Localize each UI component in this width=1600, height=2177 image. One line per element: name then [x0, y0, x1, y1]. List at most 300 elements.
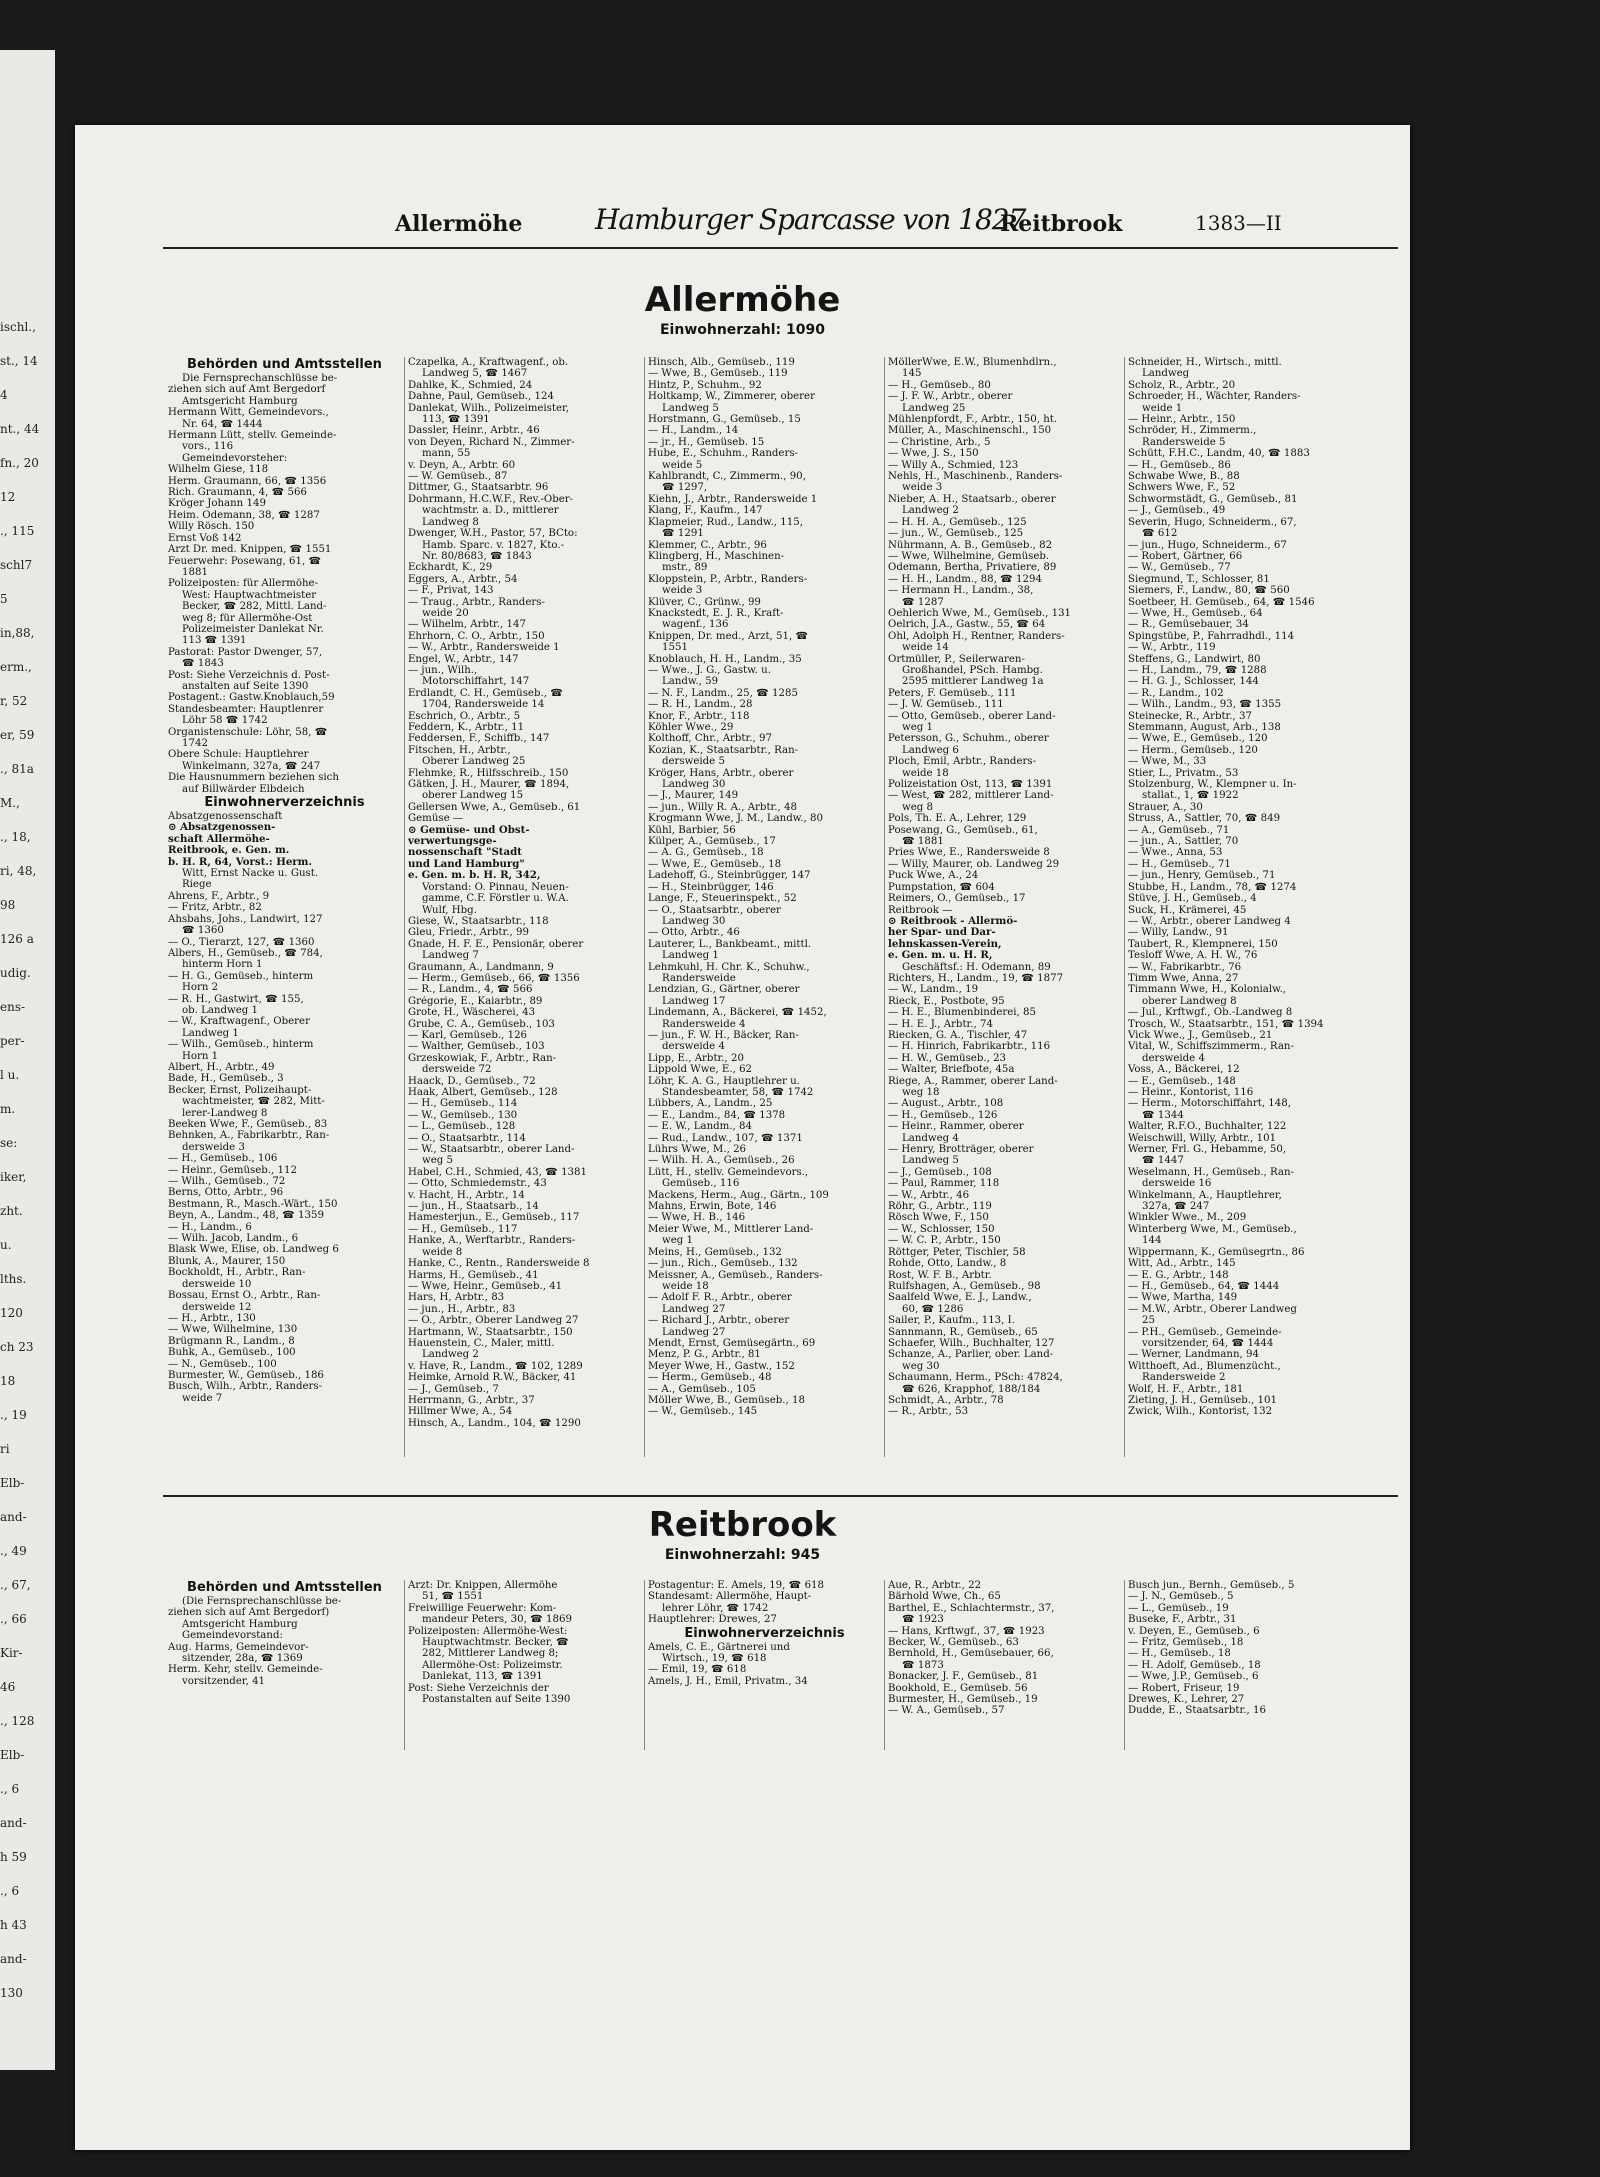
directory-entry-line: Landweg 2: [422, 1349, 479, 1361]
directory-entry-line: — Wwe, Martha, 149: [1128, 1292, 1238, 1304]
directory-entry-line: Severin, Hugo, Schneiderm., 67,: [1128, 516, 1297, 528]
directory-entry-line: Holtkamp, W., Zimmerer, oberer: [648, 391, 815, 403]
directory-entry-line: — A. G., Gemüseb., 18: [648, 847, 764, 859]
directory-entry-line: Steinecke, R., Arbtr., 37: [1128, 710, 1252, 722]
directory-entry-line: — H. H., Landm., 88, ☎ 1294: [888, 573, 1042, 585]
directory-entry-line: Scholz, R., Arbtr., 20: [1128, 379, 1236, 391]
directory-entry-line: — Christine, Arb., 5: [888, 436, 991, 448]
directory-entry-line: dersweide 12: [182, 1301, 252, 1313]
directory-entry-line: Knippen, Dr. med., Arzt, 51, ☎: [648, 630, 809, 642]
directory-entry-line: — J., Maurer, 149: [648, 790, 739, 802]
directory-entry-line: ziehen sich auf Amt Bergedorf): [168, 1607, 330, 1619]
directory-entry-line: Trosch, W., Staatsarbtr., 151, ☎ 1394: [1128, 1018, 1324, 1030]
directory-entry-line: ☎ 1360: [182, 925, 224, 937]
directory-entry-line: Landweg 17: [662, 995, 726, 1007]
left-page-fragment: iker,: [0, 1170, 27, 1184]
directory-entry-line: weg 8: [902, 801, 933, 813]
directory-entry-line: Bookhold, E., Gemüseb. 56: [888, 1682, 1028, 1694]
directory-entry-line: — P.H., Gemüseb., Gemeinde-: [1128, 1326, 1282, 1338]
directory-entry-line: ☎ 1447: [1142, 1155, 1184, 1167]
directory-entry-line: Landweg 5: [662, 402, 719, 414]
directory-entry-line: Mackens, Herm., Aug., Gärtn., 109: [648, 1189, 829, 1201]
directory-entry-line: — Herm., Gemüseb., 120: [1128, 744, 1258, 756]
directory-entry-line: dersweide 72: [422, 1064, 492, 1076]
directory-entry-line: Lehmkuhl, H. Chr. K., Schuhw.,: [648, 961, 810, 973]
directory-entry-line: — Richard J., Arbtr., oberer: [648, 1315, 790, 1327]
directory-entry-line: — W., Fabrikarbtr., 76: [1128, 961, 1242, 973]
directory-entry-line: Kiehn, J., Arbtr., Randersweide 1: [648, 493, 818, 505]
directory-entry-line: Pols, Th. E. A., Lehrer, 129: [888, 813, 1027, 825]
directory-entry-line: Peters, F. Gemüseb., 111: [888, 687, 1017, 699]
left-page-fragment: ri: [0, 1442, 10, 1456]
directory-entry-line: Albert, H., Arbtr., 49: [168, 1061, 275, 1073]
directory-entry-line: Posewang, G., Gemüseb., 61,: [888, 824, 1038, 836]
directory-entry-line: — Wwe., Anna, 53: [1128, 847, 1223, 859]
directory-entry-line: Becker, ☎ 282, Mittl. Land-: [182, 601, 327, 613]
header-right-place: Reitbrook: [1000, 211, 1123, 237]
directory-entry-line: Hauptwachtmstr. Becker, ☎: [422, 1637, 569, 1649]
directory-entry-line: Knackstedt, E. J. R., Kraft-: [648, 607, 784, 619]
left-page-fragment: Kir-: [0, 1646, 23, 1660]
left-page-fragment: l u.: [0, 1068, 20, 1082]
directory-entry-line: — Herm., Gemüseb., 66, ☎ 1356: [408, 972, 580, 984]
directory-entry-line: Siemers, F., Landw., 80, ☎ 560: [1128, 585, 1290, 597]
left-page-fragment: ., 115: [0, 524, 35, 538]
directory-entry-line: — Heinr., Arbtr., 150: [1128, 414, 1236, 426]
directory-entry-line: — O., Tierarzt, 127, ☎ 1360: [168, 936, 315, 948]
directory-entry-line: Landw., 59: [662, 676, 719, 688]
directory-entry-line: Schneider, H., Wirtsch., mittl.: [1128, 357, 1282, 368]
allermoehe-columns: [165, 357, 1400, 1457]
directory-entry-line: — Jul., Krftwgf., Ob.-Landweg 8: [1128, 1007, 1293, 1019]
directory-entry-line: — J., Gemüseb., 7: [408, 1383, 499, 1395]
directory-entry-line: wachtmeister, ☎ 282, Mitt-: [182, 1096, 325, 1108]
left-page-fragment: nt., 44: [0, 422, 40, 436]
directory-entry-line: Busch jun., Bernh., Gemüseb., 5: [1128, 1580, 1295, 1591]
directory-entry-line: Dassler, Heinr., Arbtr., 46: [408, 425, 540, 437]
directory-entry-line: — jun., F. W. H., Bäcker, Ran-: [648, 1029, 799, 1041]
directory-entry-line: vorsitzender, 64, ☎ 1444: [1142, 1337, 1274, 1349]
directory-entry-line: Czapelka, A., Kraftwagenf., ob.: [408, 357, 569, 368]
directory-entry-line: Mendt, Ernst, Gemüsegärtn., 69: [648, 1337, 816, 1349]
left-page-fragment: er, 59: [0, 728, 35, 742]
directory-entry-line: dersweide 5: [662, 756, 725, 768]
directory-entry-line: wagenf., 136: [662, 619, 729, 631]
directory-entry-line: Kolthoff, Chr., Arbtr., 97: [648, 733, 772, 745]
directory-entry-line: — Robert, Friseur, 19: [1128, 1682, 1240, 1694]
directory-entry-line: Winkler Wwe., M., 209: [1128, 1212, 1247, 1224]
directory-entry-line: — W., Schlosser, 150: [888, 1223, 995, 1235]
directory-entry-line: Hinsch, Alb., Gemüseb., 119: [648, 357, 795, 368]
directory-entry-line: Ohl, Adolph H., Rentner, Randers-: [888, 630, 1065, 642]
directory-entry-line: — Walter, Briefbote, 45a: [888, 1064, 1015, 1076]
directory-entry-line: — E., Gemüseb., 148: [1128, 1075, 1236, 1087]
left-page-edge: [0, 50, 55, 2070]
directory-entry-line: — Traug., Arbtr., Randers-: [408, 596, 545, 608]
directory-entry-line: Aug. Harms, Gemeindevor-: [168, 1641, 309, 1653]
directory-entry-line: — W., Arbtr., Randersweide 1: [408, 642, 560, 654]
directory-entry-line: Grzeskowiak, F., Arbtr., Ran-: [408, 1052, 557, 1064]
directory-entry-line: 144: [1142, 1235, 1162, 1247]
directory-entry-line: Gemeindevorstand:: [182, 1630, 283, 1642]
directory-entry-line: 1551: [662, 642, 688, 654]
directory-entry-line: Geschäftsf.: H. Odemann, 89: [902, 961, 1051, 973]
directory-entry-line: weide 14: [902, 642, 949, 654]
directory-entry-line: Eschrich, O., Arbtr., 5: [408, 710, 521, 722]
directory-entry-line: Polizeiposten: für Allermöhe-: [168, 578, 319, 590]
directory-entry-line: Schwormstädt, G., Gemüseb., 81: [1128, 493, 1298, 505]
directory-entry-line: — W., Gemüseb., 145: [648, 1406, 758, 1418]
directory-entry-line: Mühlenpfordt, F., Arbtr., 150, ht.: [888, 414, 1058, 426]
directory-entry-line: — O., Staatsarbtr., 114: [408, 1132, 526, 1144]
directory-entry-line: — M.W., Arbtr., Oberer Landweg: [1128, 1303, 1297, 1315]
directory-entry-line: Freiwillige Feuerwehr: Kom-: [408, 1602, 557, 1614]
directory-entry-line: Burmester, H., Gemüseb., 19: [888, 1694, 1038, 1706]
directory-entry-line: Struss, A., Sattler, 70, ☎ 849: [1128, 813, 1281, 825]
directory-entry-line: — W., Arbtr., 46: [888, 1189, 970, 1201]
directory-entry-line: — H., Gemüseb., 18: [1128, 1648, 1231, 1660]
directory-entry-line: Bade, H., Gemüseb., 3: [168, 1073, 284, 1085]
left-page-fragment: udig.: [0, 966, 31, 980]
directory-entry-line: b. H. R, 64, Vorst.: Herm.: [168, 856, 312, 868]
directory-entry-line: Landweg 2: [902, 505, 959, 517]
directory-entry-line: Busch, Wilh., Arbtr., Randers-: [168, 1381, 323, 1393]
directory-entry-line: Blunk, A., Maurer, 150: [168, 1255, 286, 1267]
directory-entry-line: Amtsgericht Hamburg: [182, 1618, 298, 1630]
directory-column: [165, 357, 405, 1457]
directory-entry-line: Buseke, F., Arbtr., 31: [1128, 1614, 1237, 1626]
directory-entry-line: Feddersen, F., Schiffb., 147: [408, 733, 550, 745]
directory-entry-line: Köhler Wwe., 29: [648, 722, 734, 733]
directory-entry-line: — Heinr., Kontorist, 116: [1128, 1087, 1254, 1098]
directory-entry-line: Postanstalten auf Seite 1390: [422, 1694, 571, 1706]
directory-entry-line: — Wilh., Gemüseb., hinterm: [168, 1039, 314, 1051]
directory-entry-line: Willy Rösch. 150: [168, 521, 255, 533]
directory-entry-line: — H., Gemüseb., 64, ☎ 1444: [1128, 1280, 1280, 1292]
directory-entry-line: Landweg 1: [182, 1027, 239, 1039]
left-page-fragment: 120: [0, 1306, 23, 1320]
directory-entry-line: Riege: [182, 879, 212, 891]
left-page-fragment: st., 14: [0, 354, 38, 368]
directory-entry-line: ☎ 1291: [662, 528, 704, 540]
directory-entry-line: dersweide 4: [662, 1041, 725, 1053]
directory-entry-line: — H. W., Gemüseb., 23: [888, 1052, 1007, 1064]
directory-entry-line: Gnade, H. F. E., Pensionär, oberer: [408, 938, 584, 950]
directory-entry-line: — August., Arbtr., 108: [888, 1098, 1004, 1110]
directory-entry-line: v. Deyen, E., Gemüseb., 6: [1128, 1625, 1260, 1637]
directory-entry-line: Mahns, Erwin, Bote, 146: [648, 1201, 777, 1213]
directory-entry-line: Amels, C. E., Gärtnerei und: [648, 1641, 790, 1653]
directory-entry-line: — H. E. J., Arbtr., 74: [888, 1018, 993, 1030]
directory-entry-line: Löhr 58 ☎ 1742: [182, 715, 268, 727]
directory-entry-line: — Wilh. Jacob, Landm., 6: [168, 1233, 299, 1245]
directory-entry-line: Dohrmann, H.C.W.F., Rev.-Ober-: [408, 493, 574, 505]
directory-entry-line: Rohde, Otto, Landw., 8: [888, 1258, 1007, 1270]
directory-entry-line: Engel, W., Arbtr., 147: [408, 653, 519, 665]
directory-entry-line: Behnken, A., Fabrikarbtr., Ran-: [168, 1130, 330, 1142]
directory-entry-line: weide 18: [902, 767, 949, 779]
directory-entry-line: — F., Privat, 143: [408, 585, 494, 597]
directory-entry-line: Nehls, H., Maschinenb., Randers-: [888, 471, 1063, 483]
directory-entry-line: — Wwe, H., Gemüseb., 64: [1128, 607, 1263, 619]
directory-entry-line: Schanze, A., Parlier, ober. Land-: [888, 1349, 1054, 1361]
left-page-fragment: ., 19: [0, 1408, 27, 1422]
directory-entry-line: — jun., H., Arbtr., 83: [408, 1303, 516, 1315]
directory-entry-line: Stier, L., Privatm., 53: [1128, 767, 1239, 779]
left-page-fragment: per-: [0, 1034, 25, 1048]
directory-entry-line: Obere Schule: Hauptlehrer: [168, 749, 309, 761]
list-heading: Behörden und Amtsstellen: [187, 357, 382, 372]
directory-entry-line: — H. H. A., Gemüseb., 125: [888, 516, 1027, 528]
directory-entry-line: Ploch, Emil, Arbtr., Randers-: [888, 756, 1037, 768]
directory-entry-line: ⊙ Absatzgenossen-: [168, 822, 276, 834]
directory-entry-line: Grube, C. A., Gemüseb., 103: [408, 1018, 555, 1030]
directory-entry-line: Amels, J. H., Emil, Privatm., 34: [648, 1675, 808, 1687]
directory-entry-line: 282, Mittlerer Landweg 8;: [422, 1648, 559, 1660]
directory-entry-line: Nührmann, A. B., Gemüseb., 82: [888, 539, 1053, 551]
running-header: [75, 203, 1410, 243]
directory-entry-line: — Wwe., J. G., Gastw. u.: [648, 664, 771, 676]
directory-entry-line: Aue, R., Arbtr., 22: [888, 1580, 982, 1591]
directory-entry-line: Hillmer Wwe, A., 54: [408, 1406, 513, 1418]
directory-entry-line: — W., Kraftwagenf., Oberer: [168, 1016, 310, 1028]
directory-entry-line: ob. Landweg 1: [182, 1004, 259, 1016]
directory-entry-line: lehrer Löhr, ☎ 1742: [662, 1602, 769, 1614]
directory-entry-line: Flehmke, R., Hilfsschreib., 150: [408, 767, 569, 779]
directory-entry-line: Taubert, R., Klempnerei, 150: [1128, 938, 1278, 950]
directory-entry-line: Saalfeld Wwe, E. J., Landw.,: [888, 1292, 1032, 1304]
directory-entry-line: Knor, F., Arbtr., 118: [648, 710, 750, 722]
directory-entry-line: 1704, Randersweide 14: [422, 699, 545, 711]
directory-entry-line: — Wwe, Wilhelmine, Gemüseb.: [888, 550, 1050, 562]
directory-entry-line: e. Gen. m. b. H. R, 342,: [408, 870, 541, 882]
directory-entry-line: — H. Hinrich, Fabrikarbtr., 116: [888, 1041, 1051, 1053]
directory-entry-line: Timm Wwe, Anna, 27: [1128, 972, 1239, 984]
directory-entry-line: Postagentur: E. Amels, 19, ☎ 618: [648, 1580, 825, 1591]
directory-entry-line: her Spar- und Dar-: [888, 927, 996, 939]
directory-entry-line: Meier Wwe, M., Mittlerer Land-: [648, 1223, 814, 1235]
directory-entry-line: Nr. 64, ☎ 1444: [182, 418, 263, 430]
directory-entry-line: Kloppstein, P., Arbtr., Randers-: [648, 573, 808, 585]
left-page-fragment: 98: [0, 898, 16, 912]
directory-entry-line: 327a, ☎ 247: [1142, 1201, 1210, 1213]
directory-entry-line: — O., Arbtr., Oberer Landweg 27: [408, 1315, 579, 1327]
directory-entry-line: Puck Wwe, A., 24: [888, 870, 979, 882]
directory-entry-line: Dahne, Paul, Gemüseb., 124: [408, 391, 554, 403]
directory-entry-line: weide 20: [422, 607, 469, 619]
directory-column: [885, 1580, 1125, 1750]
left-page-fragment: 4: [0, 388, 8, 402]
directory-entry-line: dersweide 4: [1142, 1052, 1205, 1064]
directory-entry-line: — jun., Hugo, Schneiderm., 67: [1128, 539, 1287, 551]
directory-entry-line: Horn 1: [182, 1050, 219, 1062]
directory-entry-line: — W., Landm., 19: [888, 984, 979, 996]
directory-entry-line: — J. W. Gemüseb., 111: [888, 699, 1004, 711]
directory-entry-line: — H., Gemüseb., 86: [1128, 459, 1231, 471]
directory-entry-line: — H., Landm., 79, ☎ 1288: [1128, 664, 1267, 676]
directory-entry-line: — H. E., Blumenbinderei, 85: [888, 1007, 1036, 1019]
directory-entry-line: Wilhelm Giese, 118: [168, 464, 269, 476]
directory-entry-line: Feuerwehr: Posewang, 61, ☎: [168, 555, 322, 567]
directory-entry-line: Danlekat, Wilh., Polizeimeister,: [408, 402, 570, 414]
directory-entry-line: — West, ☎ 282, mittlerer Land-: [888, 790, 1054, 802]
left-page-fragment: ., 81a: [0, 762, 34, 776]
directory-entry-line: Dittmer, G., Staatsarbtr. 96: [408, 482, 549, 494]
directory-entry-line: Standesbeamter: Hauptlenrer: [168, 703, 324, 715]
directory-entry-line: — jun., Wilh.,: [408, 664, 478, 676]
directory-entry-line: 60, ☎ 1286: [902, 1303, 964, 1315]
left-page-fragment: ., 6: [0, 1884, 20, 1898]
directory-entry-line: Buhk, A., Gemüseb., 100: [168, 1347, 296, 1359]
directory-entry-line: — H., Arbtr., 130: [168, 1312, 256, 1324]
directory-entry-line: Kahlbrandt, C., Zimmerm., 90,: [648, 471, 806, 483]
directory-entry-line: Ahsbahs, Johs., Landwirt, 127: [168, 913, 323, 925]
directory-entry-line: (Die Fernsprechanschlüsse be-: [182, 1596, 342, 1607]
directory-entry-line: von Deyen, Richard N., Zimmer-: [408, 436, 575, 448]
directory-entry-line: Meyer Wwe, H., Gastw., 152: [648, 1360, 795, 1372]
directory-entry-line: Ahrens, F., Arbtr., 9: [168, 890, 270, 902]
directory-entry-line: Reitbrook, e. Gen. m.: [168, 845, 290, 857]
directory-entry-line: Rulfshagen, A., Gemüseb., 98: [888, 1280, 1041, 1292]
directory-entry-line: anstalten auf Seite 1390: [182, 680, 309, 692]
directory-entry-line: oberer Landweg 8: [1142, 995, 1237, 1007]
directory-entry-line: Hanke, A., Werftarbtr., Randers-: [408, 1235, 576, 1247]
directory-entry-line: ☎ 1881: [902, 836, 944, 848]
directory-entry-line: 2595 mittlerer Landweg 1a: [902, 676, 1044, 688]
directory-entry-line: Dudde, E., Staatsarbtr., 16: [1128, 1705, 1266, 1717]
directory-entry-line: weg 1: [902, 722, 933, 733]
directory-entry-line: — Otto, Arbtr., 46: [648, 927, 740, 939]
directory-entry-line: Oelrich, J.A., Gastw., 55, ☎ 64: [888, 619, 1046, 631]
directory-entry-line: — Fritz, Gemüseb., 18: [1128, 1637, 1244, 1649]
directory-entry-line: Knoblauch, H. H., Landm., 35: [648, 653, 802, 665]
directory-entry-line: Landweg 27: [662, 1303, 726, 1315]
directory-entry-line: Lütt, H., stellv. Gemeindevors.,: [648, 1166, 809, 1178]
directory-entry-line: Rösch Wwe, F., 150: [888, 1212, 989, 1224]
directory-entry-line: — H., Gemüseb., 114: [408, 1098, 518, 1110]
directory-entry-line: Blask Wwe, Elise, ob. Landweg 6: [168, 1244, 339, 1256]
directory-entry-line: — R., Landm., 4, ☎ 566: [408, 984, 533, 996]
directory-entry-line: — A., Gemüseb., 71: [1128, 824, 1230, 836]
directory-entry-line: Landweg 5, ☎ 1467: [422, 368, 528, 380]
directory-entry-line: und Land Hamburg": [408, 858, 525, 870]
directory-entry-line: — Wwe, Wilhelmine, 130: [168, 1324, 298, 1336]
directory-entry-line: — R. H., Gastwirt, ☎ 155,: [168, 993, 304, 1005]
directory-entry-line: Gleu, Friedr., Arbtr., 99: [408, 927, 529, 939]
directory-entry-line: — Herm., Motorschiffahrt, 148,: [1128, 1098, 1291, 1110]
directory-entry-line: weg 30: [902, 1360, 940, 1372]
directory-entry-line: 1881: [182, 566, 208, 578]
directory-entry-line: Ehrhorn, C. O., Arbtr., 150: [408, 630, 545, 642]
directory-entry-line: ☎ 1287: [902, 596, 944, 608]
directory-entry-line: Odemann, Bertha, Privatiere, 89: [888, 562, 1057, 574]
left-page-fragment: 5: [0, 592, 8, 606]
directory-entry-line: Kröger Johann 149: [168, 498, 266, 510]
directory-entry-line: — Adolf F. R., Arbtr., oberer: [648, 1292, 792, 1304]
directory-entry-line: — J., Gemüseb., 49: [1128, 505, 1226, 517]
section-rule: [163, 1495, 1398, 1497]
left-page-fragment: 46: [0, 1680, 16, 1694]
directory-entry-line: gamme, C.F. Förstler u. W.A.: [422, 893, 569, 905]
directory-entry-line: Menz, P. G., Arbtr., 81: [648, 1349, 761, 1361]
directory-entry-line: stallat., 1, ☎ 1922: [1142, 790, 1239, 802]
directory-entry-line: — Wilh. H. A., Gemüseb., 26: [648, 1155, 795, 1167]
directory-entry-line: Walter, R.F.O., Buchhalter, 122: [1128, 1121, 1287, 1133]
directory-entry-line: Organistenschule: Löhr, 58, ☎: [168, 726, 328, 738]
directory-entry-line: Grote, H., Wäscherei, 43: [408, 1007, 536, 1019]
directory-entry-line: Lippold Wwe, E., 62: [648, 1064, 753, 1076]
directory-entry-line: weide 1: [1142, 402, 1183, 414]
directory-entry-line: mandeur Peters, 30, ☎ 1869: [422, 1614, 572, 1626]
directory-entry-line: vorsitzender, 41: [182, 1675, 266, 1687]
directory-entry-line: Lange, F., Steuerinspekt., 52: [648, 893, 797, 905]
directory-entry-line: — jun., Rich., Gemüseb., 132: [648, 1258, 798, 1270]
directory-entry-line: Eggers, A., Arbtr., 54: [408, 573, 518, 585]
directory-entry-line: weg 18: [902, 1087, 940, 1098]
left-page-fragment: se:: [0, 1136, 18, 1150]
directory-entry-line: Vital, W., Schiffszimmerm., Ran-: [1128, 1041, 1294, 1053]
directory-entry-line: Schaumann, Herm., PSch: 47824,: [888, 1372, 1063, 1384]
directory-entry-line: — W., Gemüseb., 77: [1128, 562, 1231, 574]
directory-entry-line: — J. F. W., Arbtr., oberer: [888, 391, 1013, 403]
left-page-fragment: 12: [0, 490, 16, 504]
directory-entry-line: lerer-Landweg 8: [182, 1107, 268, 1119]
directory-entry-line: — R., Landm., 102: [1128, 687, 1224, 699]
directory-entry-line: Witt, Ernst Nacke u. Gust.: [182, 868, 319, 880]
directory-entry-line: — Karl, Gemüseb., 126: [408, 1029, 528, 1041]
left-page-fragment: ischl.,: [0, 320, 36, 334]
directory-entry-line: — N., Gemüseb., 100: [168, 1358, 277, 1370]
directory-entry-line: Siegmund, T., Schlosser, 81: [1128, 573, 1270, 585]
directory-entry-line: — Rud., Landw., 107, ☎ 1371: [648, 1132, 803, 1144]
directory-entry-line: Krogmann Wwe, J. M., Landw., 80: [648, 813, 823, 825]
directory-column: [645, 357, 885, 1457]
directory-entry-line: Polizeimeister Danlekat Nr.: [182, 623, 324, 635]
section-reitbrook-heading: [75, 1505, 1410, 1563]
directory-entry-line: Soetbeer, H. Gemüseb., 64, ☎ 1546: [1128, 596, 1315, 608]
directory-entry-line: Landweg 1: [662, 950, 719, 962]
directory-entry-line: Rich. Graumann, 4, ☎ 566: [168, 487, 307, 499]
directory-entry-line: mann, 55: [422, 448, 471, 460]
page-number: 1383—II: [1195, 211, 1282, 235]
directory-entry-line: Spingstübe, P., Fahrradhdl., 114: [1128, 630, 1295, 642]
left-page-fragment: h 59: [0, 1850, 27, 1864]
directory-entry-line: — E., Landm., 84, ☎ 1378: [648, 1109, 786, 1121]
directory-entry-line: sitzender, 28a, ☎ 1369: [182, 1653, 303, 1665]
directory-column: [1125, 1580, 1364, 1750]
left-page-fragment: ., 18,: [0, 830, 31, 844]
directory-entry-line: 51, ☎ 1551: [422, 1591, 484, 1603]
directory-entry-line: — Wwe, J. S., 150: [888, 448, 979, 460]
directory-column: [1125, 357, 1364, 1457]
directory-entry-line: Lübbers, A., Landm., 25: [648, 1098, 773, 1110]
directory-entry-line: — Emil, 19, ☎ 618: [648, 1664, 747, 1676]
directory-entry-line: 113, ☎ 1391: [422, 414, 490, 426]
directory-entry-line: — R., Arbtr., 53: [888, 1406, 969, 1418]
directory-entry-line: Vorstand: O. Pinnau, Neuen-: [422, 881, 569, 893]
directory-entry-line: Heimke, Arnold R.W., Bäcker, 41: [408, 1372, 577, 1384]
header-left-place: Allermöhe: [395, 211, 523, 237]
left-page-fragment: erm.,: [0, 660, 32, 674]
directory-entry-line: — Hans, Krftwgf., 37, ☎ 1923: [888, 1625, 1045, 1637]
left-page-fragment: ., 49: [0, 1544, 27, 1558]
directory-entry-line: Landweg 30: [662, 779, 726, 791]
directory-entry-line: Weselmann, H., Gemüseb., Ran-: [1128, 1166, 1294, 1178]
directory-entry-line: — W. A., Gemüseb., 57: [888, 1705, 1005, 1717]
directory-entry-line: — H. G., Gemüseb., hinterm: [168, 970, 314, 982]
directory-entry-line: Berns, Otto, Arbtr., 96: [168, 1187, 284, 1199]
directory-entry-line: v. Have, R., Landm., ☎ 102, 1289: [408, 1360, 583, 1372]
